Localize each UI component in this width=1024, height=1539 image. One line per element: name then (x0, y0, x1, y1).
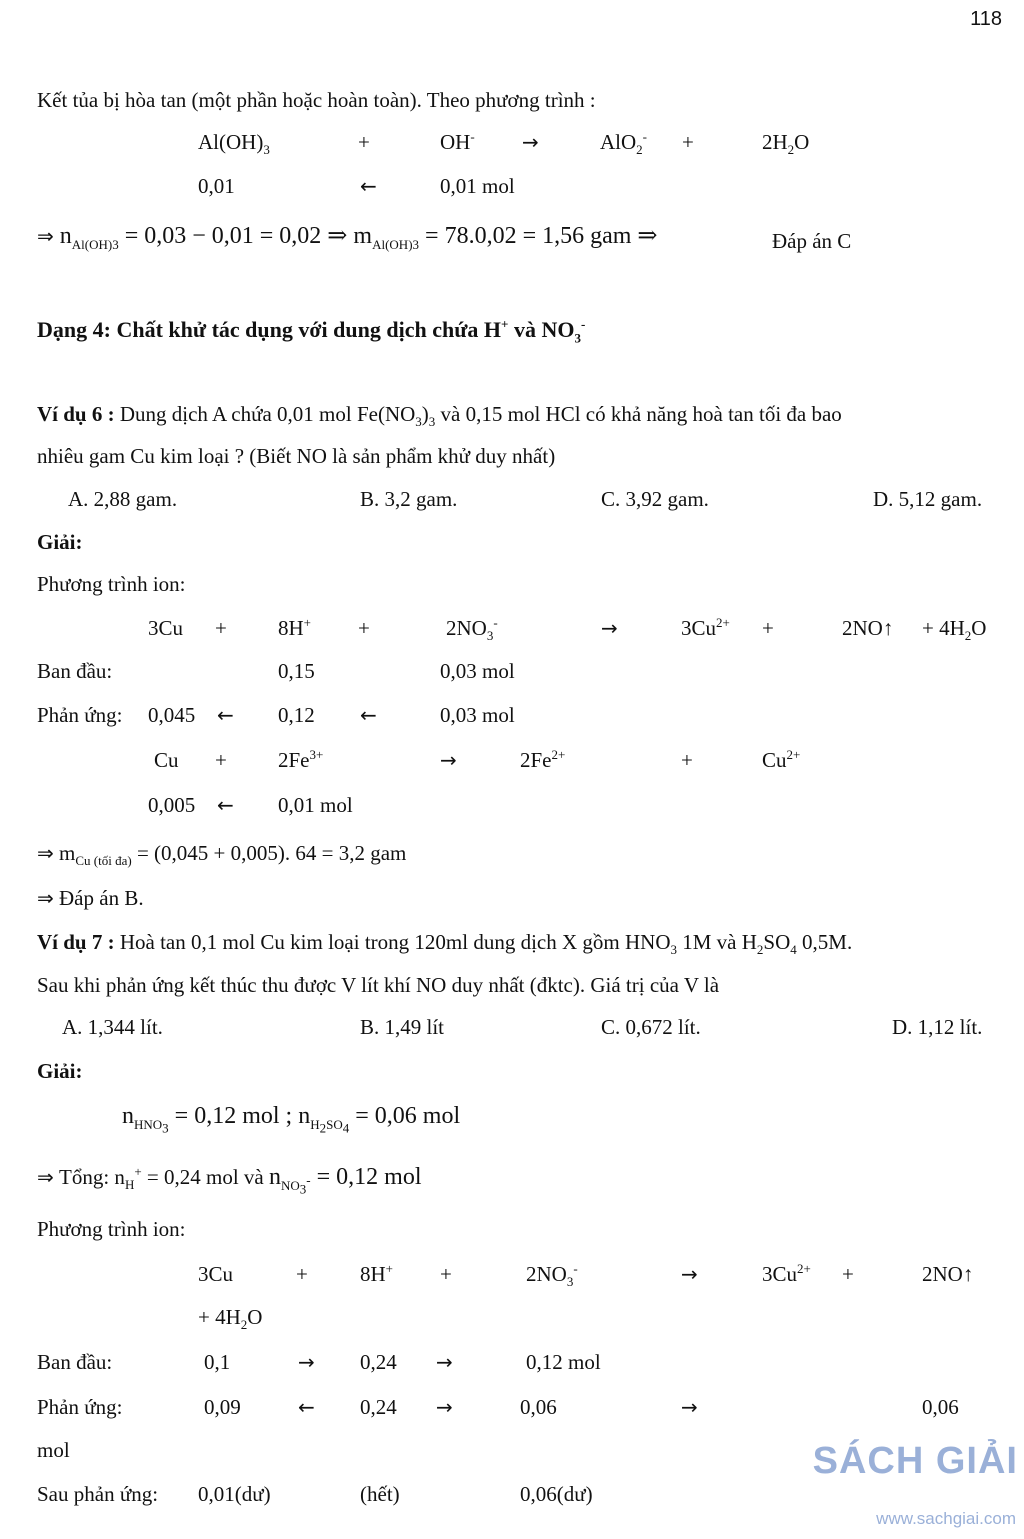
eq-reactant-oh: OH- (440, 129, 475, 154)
watermark-logo: SÁCH GIẢI (812, 1440, 1018, 1482)
option-b: B. 1,49 lít (360, 1015, 445, 1039)
ionic-label: Phương trình ion: (37, 1217, 186, 1241)
plus-sign: + (215, 748, 227, 772)
start-value: 0,15 (278, 659, 315, 683)
ionic-label: Phương trình ion: (37, 572, 186, 596)
after-value: 0,01(dư) (198, 1482, 271, 1506)
react-value: 0,12 (278, 703, 315, 727)
react-value: 0,005 (148, 793, 196, 817)
react-value: 0,06 (922, 1395, 959, 1419)
plus-sign: + (842, 1262, 854, 1286)
option-c: C. 3,92 gam. (601, 487, 709, 511)
right-arrow-icon: → (298, 1350, 315, 1374)
total-line: ⇒ Tổng: $n_H^+ = 0,24$ mol và $n_{NO_3^-} = 0,12$ mol (37, 1164, 422, 1197)
start-value: 0,1 (204, 1350, 231, 1374)
unit-mol: mol (37, 1438, 70, 1462)
start-value: 0,24 (360, 1350, 397, 1374)
plus-sign: + (358, 616, 370, 640)
solution-label: Giải: (37, 1059, 83, 1083)
solution-label: Giải: (37, 530, 83, 554)
right-arrow-icon: → (440, 748, 457, 772)
implies-icon: ⇒ (37, 1165, 54, 1189)
right-arrow-icon: → (601, 616, 618, 640)
eq-3cu2: $3Cu^{2+}$ (681, 615, 730, 640)
option-a: A. 1,344 lít. (62, 1015, 163, 1039)
ratio-value: 0,01 mol (440, 174, 515, 198)
after-value: 0,06(dư) (520, 1482, 593, 1506)
example-6-line1: Ví dụ 6 : Dung dịch A chứa 0,01 mol $Fe(NO_3)_3$ và 0,15 mol HCl có khả năng hoà tan tối đa bao (37, 402, 842, 430)
left-arrow-icon: ← (217, 703, 234, 727)
eq-4h2o: + $4H_2O$ (198, 1305, 263, 1333)
plus-sign: + (682, 130, 694, 154)
react-label: Phản ứng: (37, 1395, 123, 1419)
example-7-line1: Ví dụ 7 : Hoà tan 0,1 mol Cu kim loại trong 120ml dung dịch X gồm $HNO_3$ 1M và $H_2SO_4$ 0,5M. (37, 930, 853, 958)
eq2-fe3: $2Fe^{3+}$ (278, 747, 324, 772)
implies-icon: ⇒ (37, 841, 54, 865)
eq-product-h2o: $2H_2O$ (762, 130, 810, 158)
eq-product-alo2: AlO$_2$- (600, 129, 648, 158)
eq-3cu: 3Cu (148, 616, 184, 640)
eq-8h: 8H+ (360, 1261, 394, 1286)
plus-sign: + (681, 748, 693, 772)
plus-sign: + (440, 1262, 452, 1286)
start-value: 0,03 mol (440, 659, 515, 683)
start-value: 0,12 mol (526, 1350, 601, 1374)
plus-sign: + (762, 616, 774, 640)
intro-text: Kết tủa bị hòa tan (một phần hoặc hoàn toàn). Theo phương trình : (37, 88, 596, 112)
watermark-url: www.sachgiai.com (876, 1509, 1016, 1528)
section-heading: Dạng 4: Chất khử tác dụng với dung dịch chứa H+ và $NO_3^-$ (37, 316, 586, 346)
react-value: 0,045 (148, 703, 196, 727)
eq-3cu2: $3Cu^{2+}$ (762, 1261, 811, 1286)
plus-sign: + (358, 130, 370, 154)
implies-icon: ⇒ (37, 886, 54, 910)
eq-reactant-aloh3: $Al(OH)_3$ (198, 130, 270, 158)
left-arrow-icon: ← (217, 793, 234, 817)
answer-c: Đáp án C (772, 229, 852, 253)
example-7-line2: Sau khi phản ứng kết thúc thu được V lít khí NO duy nhất (đktc). Giá trị của V là (37, 973, 720, 997)
right-arrow-icon: → (681, 1262, 698, 1286)
watermark (804, 1389, 1024, 1539)
eq-2no: 2NO↑ (922, 1262, 974, 1286)
eq-2no3: $2NO_3^-$ (526, 1261, 578, 1290)
option-d: D. 5,12 gam. (873, 487, 983, 511)
start-label: Ban đầu: (37, 659, 113, 683)
after-label: Sau phản ứng: (37, 1482, 159, 1506)
react-label: Phản ứng: (37, 703, 123, 727)
right-arrow-icon: → (436, 1350, 453, 1374)
option-a: A. 2,88 gam. (68, 487, 178, 511)
left-arrow-icon: ← (360, 174, 377, 198)
implies-icon: ⇒ (37, 224, 54, 248)
example-6-line2: nhiêu gam Cu kim loại ? (Biết NO là sản phẩm khử duy nhất) (37, 444, 556, 468)
ratio-value: 0,01 (198, 174, 235, 198)
eq2-cu2: $Cu^{2+}$ (762, 747, 801, 772)
eq-2no: 2NO↑ (842, 616, 894, 640)
option-b: B. 3,2 gam. (360, 487, 458, 511)
after-value: (hết) (360, 1482, 400, 1506)
react-value: 0,24 (360, 1395, 397, 1419)
moles-line: $n_{HNO_3} = 0,12$ mol ; $n_{H_2SO_4} = 0,06$ mol (122, 1103, 461, 1136)
left-arrow-icon: ← (298, 1395, 315, 1419)
eq2-cu: Cu (154, 748, 179, 772)
option-c: C. 0,672 lít. (601, 1015, 701, 1039)
eq-3cu: 3Cu (198, 1262, 234, 1286)
react-value: 0,01 mol (278, 793, 353, 817)
page-number: 118 (970, 8, 1002, 30)
eq-4h2o: + $4H_2O$ (922, 616, 987, 644)
right-arrow-icon: → (522, 130, 539, 154)
mass-line: ⇒ $m_{Cu (tối đa)} = (0,045 + 0,005)$. 64 = 3,2 gam (37, 841, 407, 869)
react-value: 0,06 (520, 1395, 557, 1419)
right-arrow-icon: → (436, 1395, 453, 1419)
react-value: 0,09 (204, 1395, 241, 1419)
plus-sign: + (296, 1262, 308, 1286)
eq-8h: 8H+ (278, 615, 312, 640)
start-label: Ban đầu: (37, 1350, 113, 1374)
eq-2no3: $2NO_3^-$ (446, 615, 498, 644)
eq2-fe2: $2Fe^{2+}$ (520, 747, 566, 772)
right-arrow-icon: → (681, 1395, 698, 1419)
plus-sign: + (215, 616, 227, 640)
answer-line: ⇒ Đáp án B. (37, 886, 144, 910)
option-d: D. 1,12 lít. (892, 1015, 983, 1039)
react-value: 0,03 mol (440, 703, 515, 727)
calc-line: ⇒ $n_{Al(OH)3} = 0,03 - 0,01 = 0,02$ ⇒ $m_{Al(OH)3} = 78.0,02 = 1,56$ gam ⇒ (37, 223, 658, 252)
left-arrow-icon: ← (360, 703, 377, 727)
